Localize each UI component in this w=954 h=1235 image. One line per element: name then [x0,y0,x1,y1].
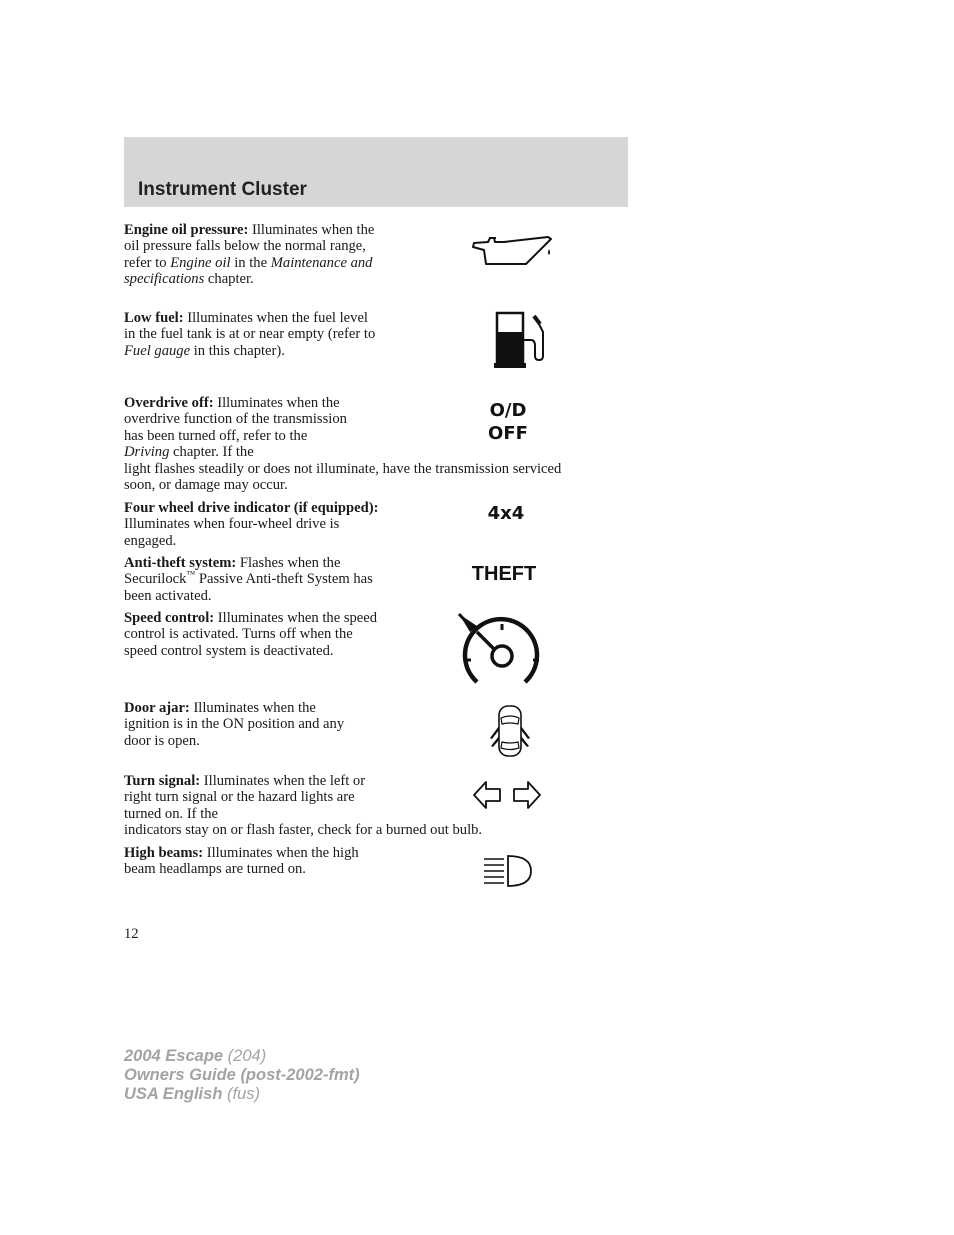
high-beams-description: High beams: Illuminates when the high beam headlamps are turned on. [124,845,359,878]
document-footer [124,1047,360,1104]
high-beam-icon [482,854,534,888]
turn-signal-description-top: Turn signal: Illuminates when the left or right turn signal or the hazard lights are turned on. If the [124,773,366,822]
fuel-pump-icon [492,310,552,370]
speed-control-description: Speed control: Illuminates when the speed control is activated. Turns off when the speed control system is deactivated. [124,610,378,659]
four-wheel-drive-description: Four wheel drive indicator (if equipped): Illuminates when four-wheel drive is engaged. [124,500,379,549]
speed-control-label: Speed control: [124,610,215,626]
od-off-icon: O/D OFF [488,400,528,444]
overdrive-off-description-top: Overdrive off: Illuminates when the overdrive function of the transmission has been turned off, refer to the Driving chapter. If the [124,395,347,460]
oil-pressure-label: Engine oil pressure: [124,222,249,238]
footer-line-2: Owners Guide (post-2002-fmt) [124,1066,360,1084]
four-by-four-icon: 4x4 [487,503,525,524]
speedometer-icon [455,610,547,690]
oil-pressure-description: Engine oil pressure: Illuminates when the oil pressure falls below the normal range, refer to Engine oil in the Maintenance and specifications chapter. [124,222,375,287]
low-fuel-description: Low fuel: Illuminates when the fuel level in the fuel tank is at or near empty (refer to Fuel gauge in this chapter). [124,310,376,359]
door-ajar-icon [486,704,534,760]
section-title: Instrument Cluster [138,179,307,200]
overdrive-off-label: Overdrive off: [124,395,214,411]
section-header-band [124,137,628,207]
high-beams-label: High beams: [124,845,204,861]
anti-theft-label: Anti-theft system: [124,555,237,571]
oil-can-icon [468,230,556,270]
door-ajar-description: Door ajar: Illuminates when the ignition is in the ON position and any door is open. [124,700,345,749]
door-ajar-label: Door ajar: [124,700,190,716]
page-number: 12 [124,926,139,942]
turn-signal-label: Turn signal: [124,773,201,789]
footer-line-3: USA English (fus) [124,1085,260,1103]
overdrive-off-description-bottom: light flashes steadily or does not illuminate, have the transmission serviced soon, or damage may occur. [124,461,562,494]
low-fuel-label: Low fuel: [124,310,184,326]
turn-signal-arrows-icon [472,780,542,810]
footer-line-1: 2004 Escape (204) [124,1047,267,1065]
turn-signal-description-bottom: indicators stay on or flash faster, check for a burned out bulb. [124,822,483,838]
four-wheel-drive-label: Four wheel drive indicator (if equipped): [124,500,379,516]
anti-theft-description: Anti-theft system: Flashes when the Securilock™ Passive Anti-theft System has been activated. [124,555,373,604]
theft-icon: THEFT [471,563,537,585]
